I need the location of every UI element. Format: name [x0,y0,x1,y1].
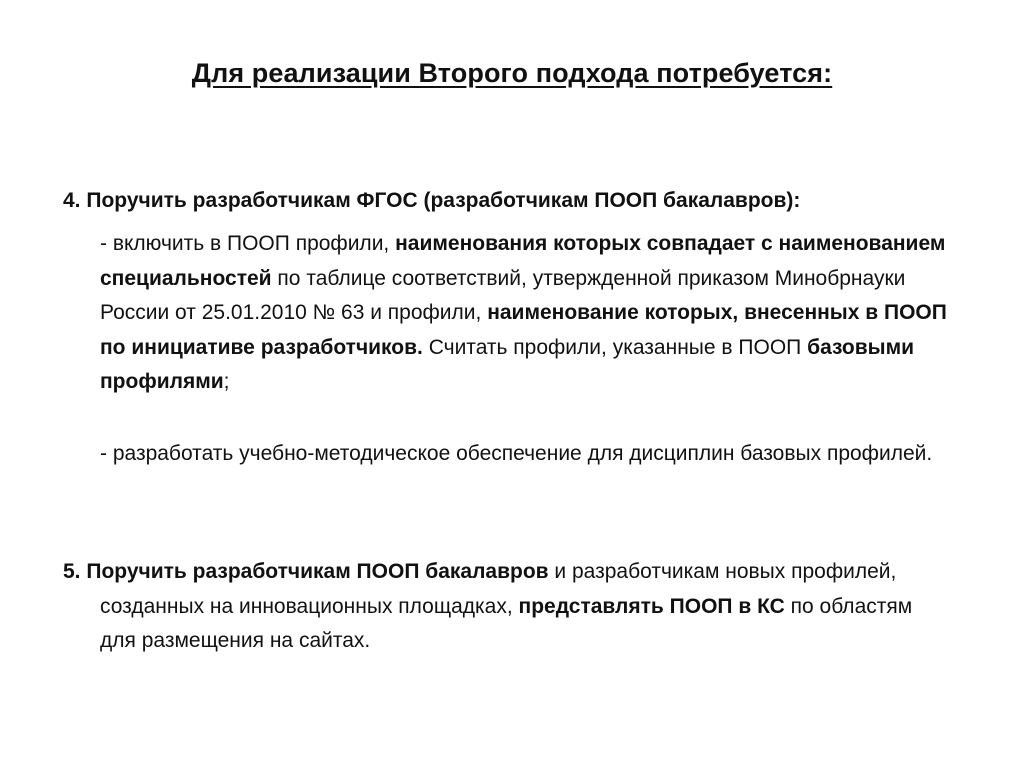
item-5 [63,555,943,659]
bullet1-text-2: по таблице соответствий, утвержденной приказом Минобрнауки России от 25.01.2010 № 63 и профили, [100,266,906,324]
bullet-include-profiles [100,227,970,400]
bullet1-text-1: - включить в ПООП профили, [100,232,396,255]
item-5-bold-2: представлять ПООП в КС [518,594,785,618]
bullet1-text-3: Считать профили, указанные в ПООП [422,335,808,359]
item-4-heading-text: Поручить разработчикам ФГОС (разработчикам ПООП бакалавров): [80,189,801,212]
bullet1-bold-1: наименования которых совпадает с наименованием специальностей [100,232,946,290]
item-5-number: 5. [63,560,81,583]
slide-title: Для реализации Второго подхода потребуется: [191,58,833,88]
item-4-number: 4. [63,189,81,212]
bullet-develop-materials: - разработать учебно-методическое обеспечение для дисциплин базовых профилей. [100,442,933,465]
item-5-bold-1: Поручить разработчикам ПООП бакалавров [80,560,549,583]
bullet1-text-4: ; [223,370,230,393]
bullet1-bold-3: базовыми профилями [100,335,915,393]
item-5-text-2: по областям для размещения на сайтах. [100,594,913,652]
item-4-heading [63,184,963,219]
bullet1-bold-2: наименование которых, внесенных в ПООП по инициативе разработчиков. [100,301,947,359]
item-5-text-1: и разработчикам новых профилей, созданных на инновационных площадках, [100,560,897,618]
